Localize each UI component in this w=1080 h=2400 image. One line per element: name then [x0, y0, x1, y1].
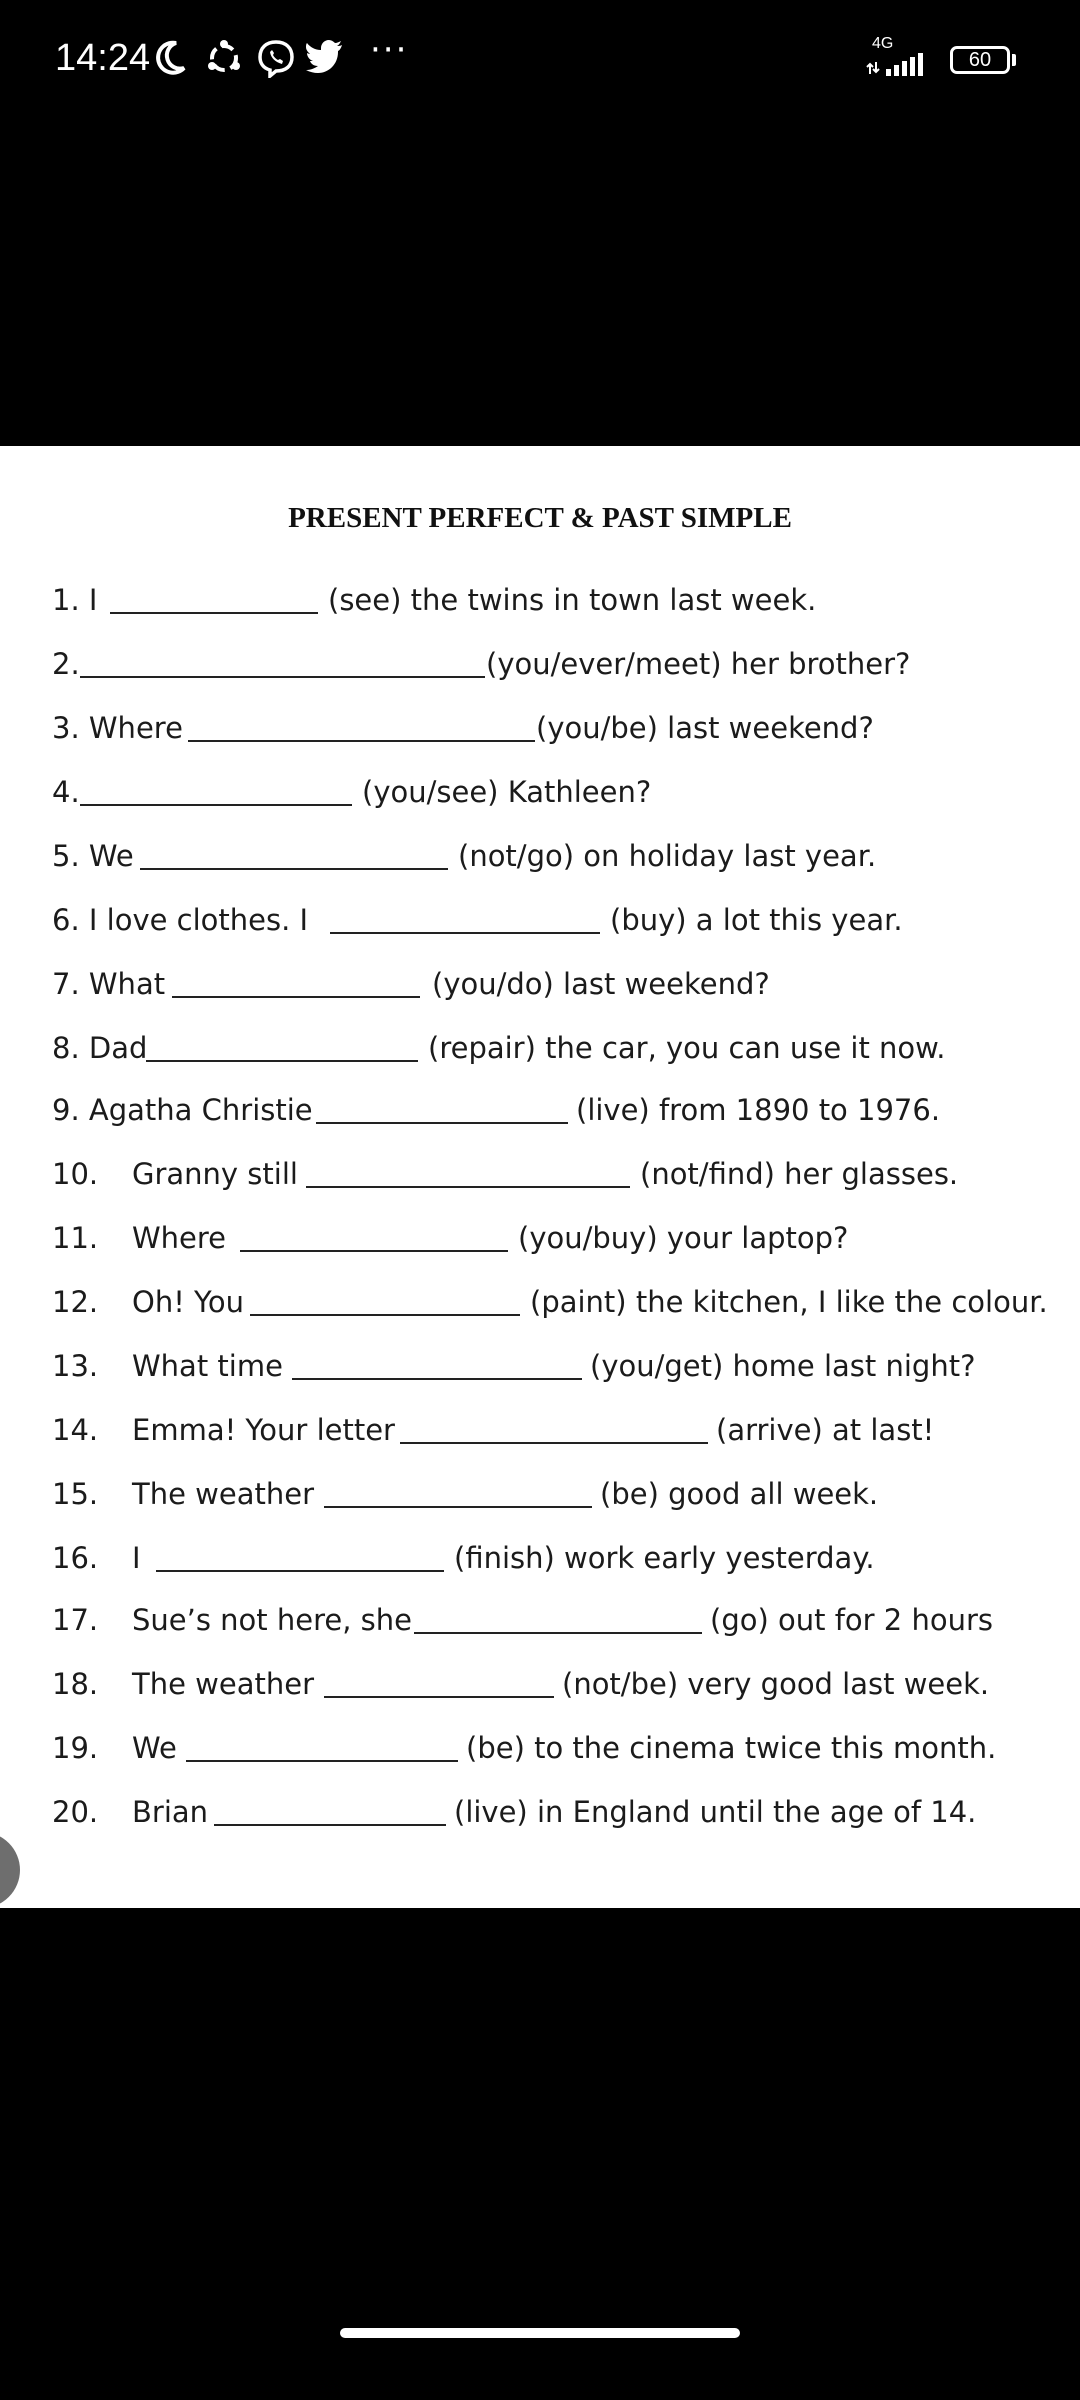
battery-icon: 60 — [950, 46, 1010, 74]
exercise-item — [0, 642, 1080, 686]
exercise-hint: (paint) the kitchen, I like the colour. — [530, 1285, 1048, 1319]
exercise-item — [0, 1152, 1080, 1196]
exercise-number: 18. — [52, 1667, 99, 1701]
exercise-number: 1. I — [52, 583, 98, 617]
exercise-prompt: Sue’s not here, she — [132, 1603, 413, 1637]
exercise-hint: (arrive) at last! — [716, 1413, 935, 1447]
exercise-hint: (you/get) home last night? — [590, 1349, 976, 1383]
answer-blank — [156, 1570, 444, 1572]
sync-icon — [204, 38, 244, 78]
answer-blank — [306, 1186, 630, 1188]
exercise-number: 6. I love clothes. I — [52, 903, 309, 937]
more-notifications-icon: ··· — [370, 30, 409, 70]
exercise-hint: (you/ever/meet) her brother? — [486, 647, 911, 681]
exercise-number: 5. We — [52, 839, 134, 873]
home-indicator[interactable] — [340, 2328, 740, 2338]
exercise-number: 17. — [52, 1603, 99, 1637]
exercise-prompt: Oh! You — [132, 1285, 245, 1319]
exercise-number: 2. — [52, 647, 80, 681]
answer-blank — [214, 1824, 446, 1826]
exercise-prompt: I — [132, 1541, 141, 1575]
answer-blank — [110, 612, 318, 614]
exercise-prompt: Brian — [132, 1795, 209, 1829]
answer-blank — [80, 676, 485, 678]
exercise-item — [0, 1472, 1080, 1516]
exercise-number: 11. — [52, 1221, 99, 1255]
exercise-item — [0, 834, 1080, 878]
exercise-hint: (not/go) on holiday last year. — [458, 839, 877, 873]
exercise-hint: (not/be) very good last week. — [562, 1667, 990, 1701]
answer-blank — [324, 1506, 592, 1508]
answer-blank — [400, 1442, 708, 1444]
answer-blank — [188, 740, 535, 742]
exercise-item — [0, 1598, 1080, 1642]
exercise-number: 9. Agatha Christie — [52, 1093, 313, 1127]
exercise-hint: (not/find) her glasses. — [640, 1157, 959, 1191]
exercise-item — [0, 1790, 1080, 1834]
exercise-prompt: Where — [132, 1221, 227, 1255]
exercise-number: 4. — [52, 775, 80, 809]
exercise-hint: (be) to the cinema twice this month. — [466, 1731, 997, 1765]
exercise-hint: (you/see) Kathleen? — [362, 775, 652, 809]
exercise-hint: (you/buy) your laptop? — [518, 1221, 849, 1255]
answer-blank — [292, 1378, 582, 1380]
exercise-hint: (be) good all week. — [600, 1477, 879, 1511]
exercise-number: 7. What — [52, 967, 166, 1001]
exercise-number: 8. Dad — [52, 1031, 148, 1065]
exercise-number: 12. — [52, 1285, 99, 1319]
moon-icon — [152, 38, 188, 78]
exercise-hint: (finish) work early yesterday. — [454, 1541, 875, 1575]
exercise-hint: (buy) a lot this year. — [610, 903, 903, 937]
signal-icon — [866, 52, 936, 92]
exercise-item — [0, 1536, 1080, 1580]
exercise-item — [0, 1726, 1080, 1770]
exercise-hint: (live) from 1890 to 1976. — [576, 1093, 941, 1127]
answer-blank — [330, 932, 600, 934]
answer-blank — [186, 1760, 458, 1762]
exercise-item — [0, 962, 1080, 1006]
exercise-item — [0, 1280, 1080, 1324]
exercise-number: 15. — [52, 1477, 99, 1511]
exercise-prompt: Emma! Your letter — [132, 1413, 395, 1447]
exercise-number: 14. — [52, 1413, 99, 1447]
viber-icon — [256, 38, 296, 78]
exercise-hint: (you/be) last weekend? — [536, 711, 874, 745]
exercise-item — [0, 578, 1080, 622]
worksheet-image[interactable] — [0, 446, 1080, 1908]
exercise-item — [0, 770, 1080, 814]
exercise-item — [0, 898, 1080, 942]
exercise-prompt: The weather — [132, 1477, 315, 1511]
exercise-hint: (repair) the car, you can use it now. — [428, 1031, 946, 1065]
exercise-prompt: Granny still — [132, 1157, 298, 1191]
answer-blank — [414, 1632, 702, 1634]
exercise-prompt: The weather — [132, 1667, 315, 1701]
exercise-number: 16. — [52, 1541, 99, 1575]
exercise-item — [0, 1662, 1080, 1706]
exercise-item — [0, 706, 1080, 750]
exercise-hint: (you/do) last weekend? — [432, 967, 770, 1001]
exercise-number: 19. — [52, 1731, 99, 1765]
answer-blank — [324, 1696, 554, 1698]
answer-blank — [146, 1060, 418, 1062]
worksheet-title: PRESENT PERFECT & PAST SIMPLE — [288, 502, 792, 534]
exercise-number: 20. — [52, 1795, 99, 1829]
answer-blank — [172, 996, 420, 998]
exercise-item — [0, 1026, 1080, 1070]
exercise-hint: (go) out for 2 hours — [710, 1603, 994, 1637]
exercise-number: 13. — [52, 1349, 99, 1383]
exercise-hint: (see) the twins in town last week. — [328, 583, 817, 617]
status-bar — [0, 0, 1080, 120]
exercise-number: 10. — [52, 1157, 99, 1191]
exercise-hint: (live) in England until the age of 14. — [454, 1795, 977, 1829]
answer-blank — [250, 1314, 520, 1316]
answer-blank — [80, 804, 352, 806]
network-type: 4G — [872, 35, 894, 52]
twitter-icon — [306, 38, 344, 78]
exercise-item — [0, 1344, 1080, 1388]
answer-blank — [140, 868, 448, 870]
exercise-number: 3. Where — [52, 711, 183, 745]
exercise-item — [0, 1408, 1080, 1452]
answer-blank — [240, 1250, 508, 1252]
exercise-item — [0, 1216, 1080, 1260]
answer-blank — [316, 1122, 568, 1124]
exercise-prompt: We — [132, 1731, 177, 1765]
exercise-item — [0, 1088, 1080, 1132]
status-time: 14:24 — [55, 37, 151, 79]
battery-tip — [1012, 54, 1016, 66]
exercise-prompt: What time — [132, 1349, 283, 1383]
